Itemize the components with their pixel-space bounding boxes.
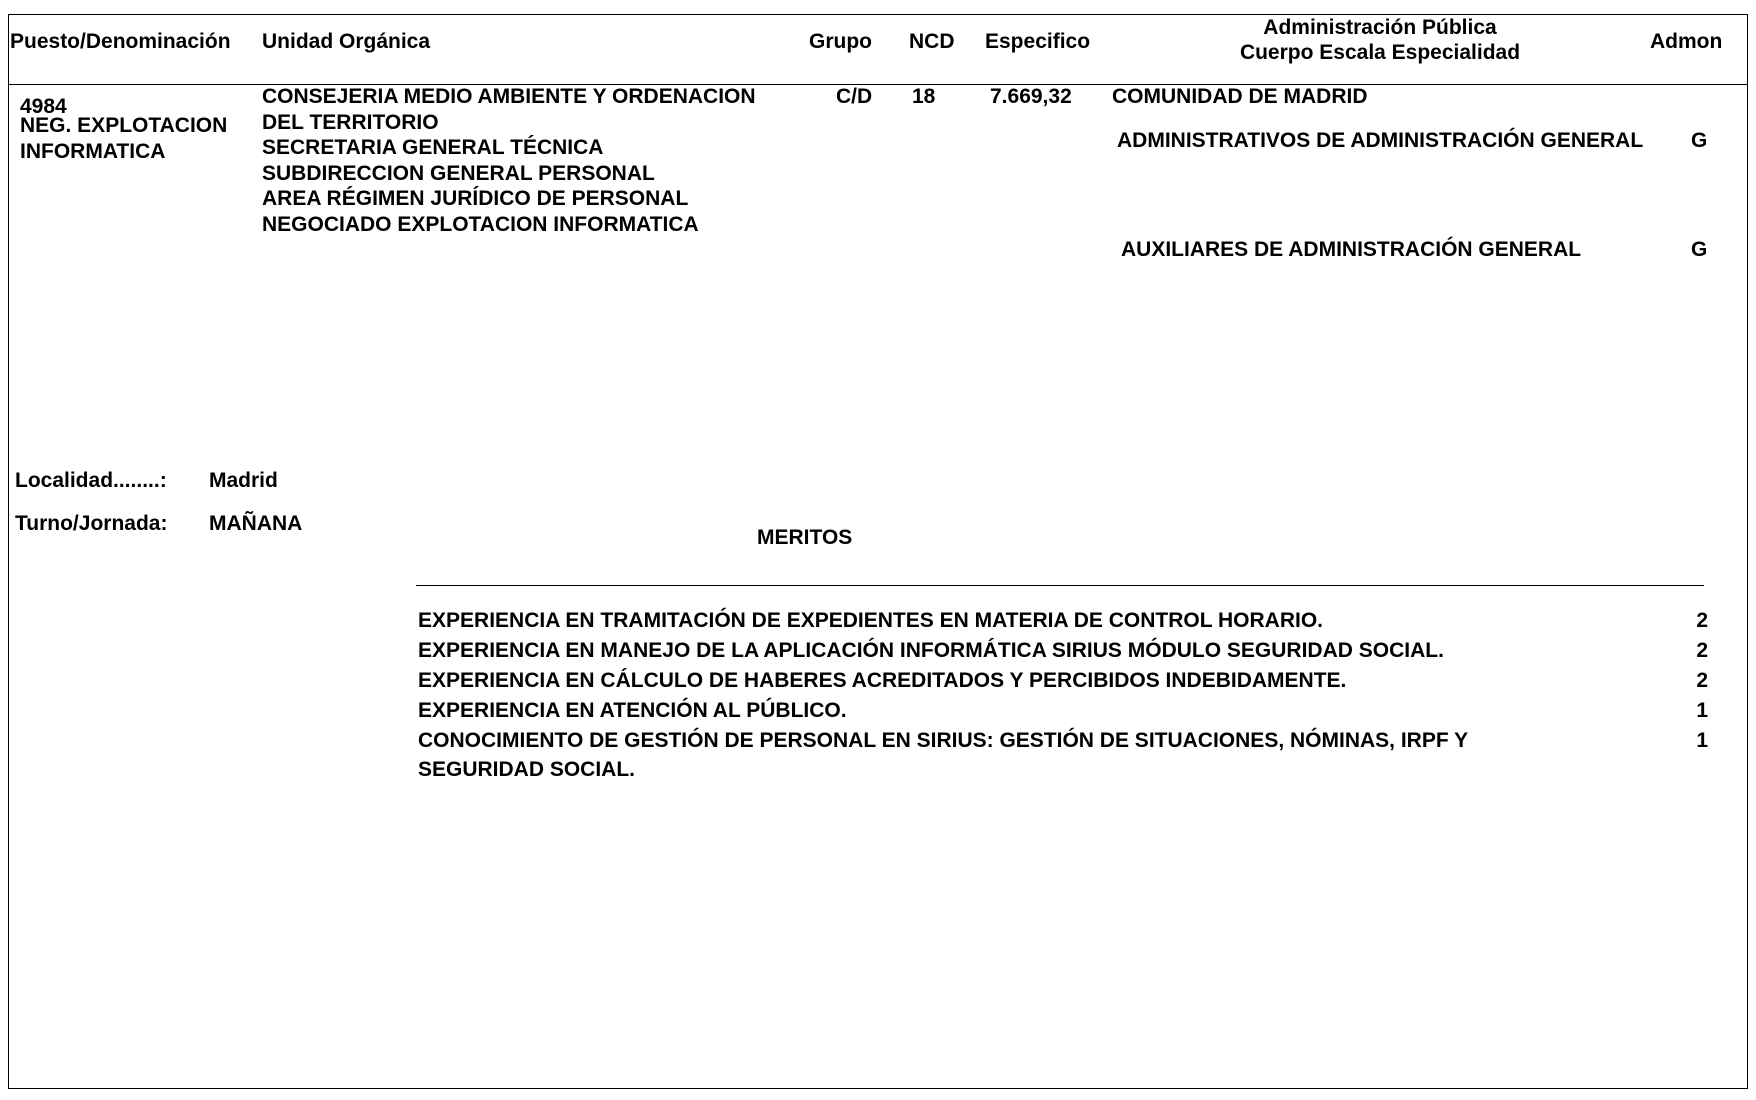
- administracion-value: COMUNIDAD DE MADRID: [1112, 85, 1368, 108]
- header-ncd: NCD: [909, 30, 955, 53]
- cuerpo-admon: G: [1691, 238, 1708, 261]
- ncd-value: 18: [912, 85, 936, 108]
- puesto-denominacion-1: NEG. EXPLOTACION: [20, 114, 228, 137]
- cuerpo-nombre: AUXILIARES DE ADMINISTRACIÓN GENERAL: [1121, 238, 1582, 261]
- merito-score: 2: [1696, 639, 1708, 662]
- meritos-divider: [416, 585, 1704, 586]
- unidad-line: AREA RÉGIMEN JURÍDICO DE PERSONAL: [262, 187, 689, 210]
- header-admin-publica: Administración Pública: [1263, 16, 1497, 39]
- merito-score: 2: [1696, 609, 1708, 632]
- cuerpo-nombre: ADMINISTRATIVOS DE ADMINISTRACIÓN GENERAL: [1117, 129, 1644, 152]
- especifico-value: 7.669,32: [990, 85, 1072, 108]
- unidad-line: SECRETARIA GENERAL TÉCNICA: [262, 136, 604, 159]
- turno-value: MAÑANA: [209, 512, 303, 535]
- localidad-value: Madrid: [209, 469, 278, 492]
- header-grupo: Grupo: [809, 30, 872, 53]
- unidad-line: CONSEJERIA MEDIO AMBIENTE Y ORDENACION: [262, 85, 756, 108]
- merito-text: EXPERIENCIA EN ATENCIÓN AL PÚBLICO.: [418, 699, 847, 722]
- unidad-line: SUBDIRECCION GENERAL PERSONAL: [262, 162, 655, 185]
- cuerpo-admon: G: [1691, 129, 1708, 152]
- header-cuerpo-escala: Cuerpo Escala Especialidad: [1239, 41, 1521, 64]
- puesto-codigo: 4984: [20, 95, 67, 118]
- merito-text: EXPERIENCIA EN TRAMITACIÓN DE EXPEDIENTES EN MATERIA DE CONTROL HORARIO.: [418, 609, 1324, 632]
- merito-text: EXPERIENCIA EN CÁLCULO DE HABERES ACREDITADOS Y PERCIBIDOS INDEBIDAMENTE.: [418, 669, 1347, 692]
- merito-score: 1: [1696, 699, 1708, 722]
- grupo-value: C/D: [836, 85, 873, 108]
- merito-score: 2: [1696, 669, 1708, 692]
- unidad-line: NEGOCIADO EXPLOTACION INFORMATICA: [262, 213, 699, 236]
- meritos-title: MERITOS: [757, 526, 853, 549]
- merito-text: EXPERIENCIA EN MANEJO DE LA APLICACIÓN INFORMÁTICA SIRIUS MÓDULO SEGURIDAD SOCIAL.: [418, 639, 1444, 662]
- merito-text: CONOCIMIENTO DE GESTIÓN DE PERSONAL EN SIRIUS: GESTIÓN DE SITUACIONES, NÓMINAS, IRPF Y SEGURIDAD SOCIAL.: [418, 729, 1468, 781]
- turno-label: Turno/Jornada:: [15, 512, 168, 535]
- header-admon: Admon: [1650, 30, 1723, 53]
- header-unidad: Unidad Orgánica: [262, 30, 431, 53]
- merito-score: 1: [1696, 729, 1708, 752]
- header-especifico: Especifico: [985, 30, 1091, 53]
- header-puesto: Puesto/Denominación: [10, 30, 231, 53]
- unidad-line: DEL TERRITORIO: [262, 111, 439, 134]
- puesto-denominacion-2: INFORMATICA: [20, 140, 166, 163]
- localidad-label: Localidad........:: [15, 469, 167, 492]
